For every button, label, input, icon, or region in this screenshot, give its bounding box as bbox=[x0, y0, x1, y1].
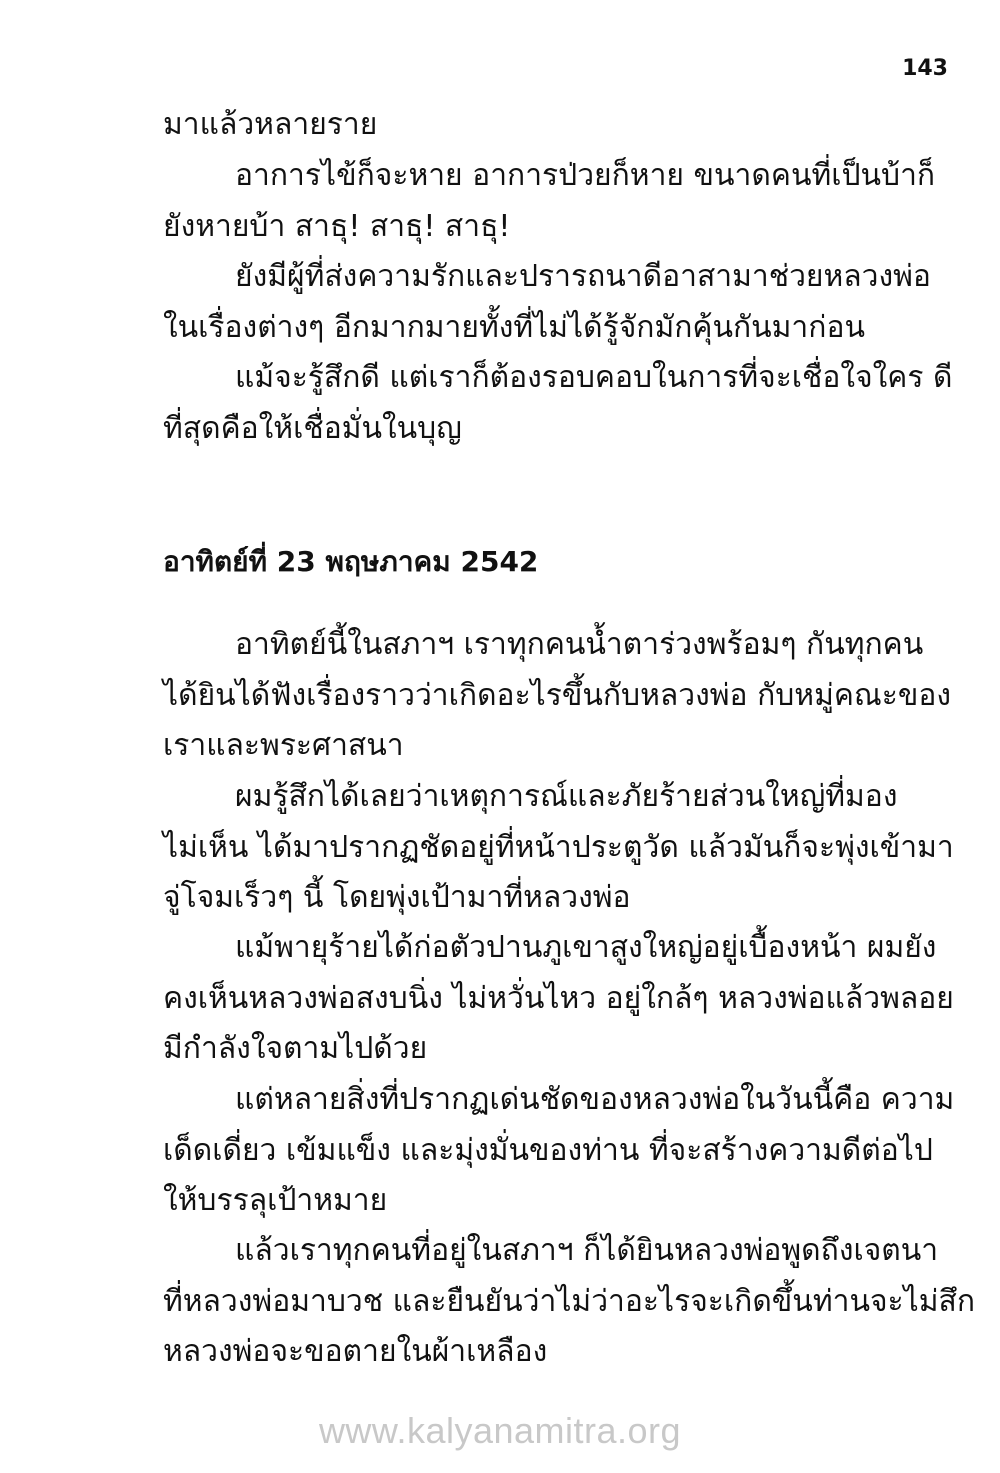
paragraph bbox=[163, 100, 895, 151]
text-line: อาทิตย์นี้ในสภาฯ เราทุกคนน้ำตาร่วงพร้อมๆ กันทุกคน bbox=[235, 627, 924, 662]
text-line: ให้บรรลุเป้าหมาย bbox=[163, 1183, 388, 1218]
paragraph bbox=[163, 923, 954, 1075]
text-line: ในเรื่องต่างๆ อีกมากมายทั้งที่ไม่ได้รู้จักมักคุ้นกันมาก่อน bbox=[163, 309, 865, 345]
text-line: อาการไข้ก็จะหาย อาการป่วยก็หาย ขนาดคนที่เป็นบ้าก็ bbox=[235, 158, 936, 193]
paragraph bbox=[163, 252, 931, 353]
text-line: แล้วเราทุกคนที่อยู่ในสภาฯ ก็ได้ยินหลวงพ่อพูดถึงเจตนา bbox=[235, 1233, 939, 1268]
text-line: ยังหายบ้า สาธุ! สาธุ! สาธุ! bbox=[163, 208, 511, 244]
paragraph bbox=[163, 620, 952, 772]
text-line: เราและพระศาสนา bbox=[163, 728, 404, 763]
text-line: คงเห็นหลวงพ่อสงบนิ่ง ไม่หวั่นไหว อยู่ใกล้ๆ หลวงพ่อแล้วพลอย bbox=[163, 980, 954, 1016]
text-line: ไม่เห็น ได้มาปรากฏชัดอยู่ที่หน้าประตูวัด แล้วมันก็จะพุ่งเข้ามา bbox=[163, 829, 954, 865]
text-line: มาแล้วหลายราย bbox=[163, 107, 378, 142]
text-line: หลวงพ่อจะขอตายในผ้าเหลือง bbox=[163, 1334, 548, 1369]
text-line: เด็ดเดี่ยว เข้มแข็ง และมุ่งมั่นของท่าน ที่จะสร้างความดีต่อไป bbox=[163, 1132, 933, 1168]
text-line: แม้พายุร้ายได้ก่อตัวปานภูเขาสูงใหญ่อยู่เบื้องหน้า ผมยัง bbox=[235, 930, 937, 965]
text-line: แม้จะรู้สึกดี แต่เราก็ต้องรอบคอบในการที่จะเชื่อใจใคร ดี bbox=[235, 360, 953, 395]
text-line: ที่สุดคือให้เชื่อมั่นในบุญ bbox=[163, 410, 462, 446]
text-line: ที่หลวงพ่อมาบวช และยืนยันว่าไม่ว่าอะไรจะเกิดขึ้นท่านจะไม่สึก bbox=[163, 1283, 975, 1319]
text-line: จู่โจมเร็วๆ นี้ โดยพุ่งเป้ามาที่หลวงพ่อ bbox=[163, 880, 631, 915]
text-line: ยังมีผู้ที่ส่งความรักและปรารถนาดีอาสามาช่วยหลวงพ่อ bbox=[235, 259, 931, 294]
page-number: 143 bbox=[902, 56, 948, 81]
paragraph bbox=[163, 1226, 975, 1378]
paragraph bbox=[163, 1075, 955, 1227]
paragraph bbox=[163, 772, 954, 924]
text-line: แต่หลายสิ่งที่ปรากฏเด่นชัดของหลวงพ่อในวันนี้คือ ความ bbox=[235, 1082, 955, 1117]
paragraph bbox=[163, 353, 953, 454]
text-line: ผมรู้สึกได้เลยว่าเหตุการณ์และภัยร้ายส่วนใหญ่ที่มอง bbox=[235, 779, 898, 814]
section-heading: อาทิตย์ที่ 23 พฤษภาคม 2542 bbox=[163, 545, 539, 578]
text-line: มีกำลังใจตามไปด้วย bbox=[163, 1031, 428, 1066]
paragraph bbox=[163, 151, 936, 252]
watermark: www.kalyanamitra.org bbox=[318, 1410, 682, 1451]
text-line: ได้ยินได้ฟังเรื่องราวว่าเกิดอะไรขึ้นกับหลวงพ่อ กับหมู่คณะของ bbox=[163, 677, 952, 713]
